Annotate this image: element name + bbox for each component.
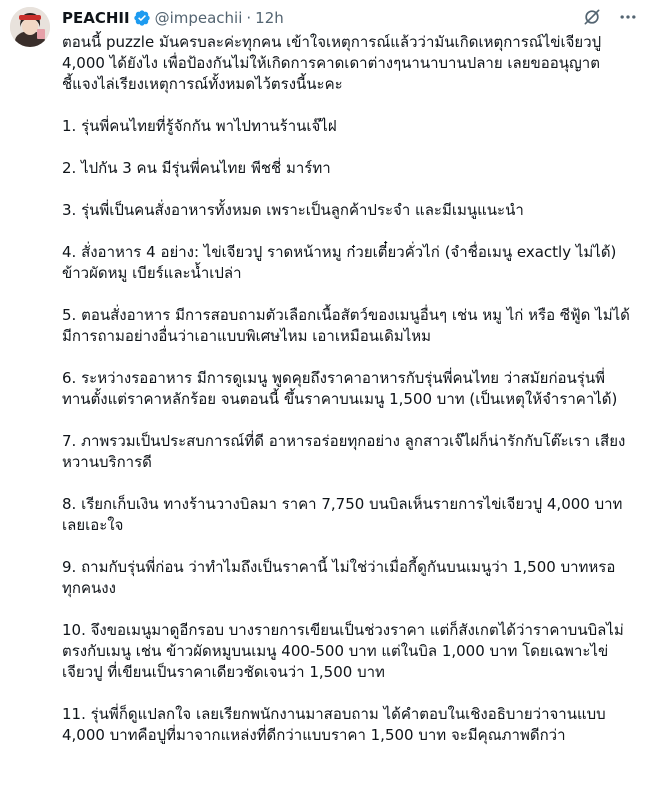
- author-name[interactable]: PEACHII: [62, 9, 130, 27]
- author-handle[interactable]: @impeachii: [154, 9, 243, 27]
- tweet-actions: [581, 6, 639, 28]
- more-horizontal-icon: [618, 7, 638, 27]
- tweet-text: [62, 32, 632, 767]
- tweet-paragraph-6: 6. ระหว่างรออาหาร มีการดูเมนู พูดคุยถึงราคาอาหารกับรุ่นพี่คนไทย ว่าสมัยก่อนรุ่นพี่ทานตั้งแต่ราคาหลักร้อย จนตอนนี้ ขึ้นราคาบนเมนู 1,500 บาท (เป็นเหตุให้จำราคาได้): [62, 369, 618, 408]
- tweet-paragraph-4: 4. สั่งอาหาร 4 อย่าง: ไข่เจียวปู ราดหน้าหมู ก๋วยเตี๋ยวคั่วไก่ (จำชื่อเมนู exactly ไม่ได้) ข้าวผัดหมู เบียร์และน้ำเปล่า: [62, 243, 617, 282]
- grok-button[interactable]: [581, 6, 603, 28]
- tweet-timestamp[interactable]: 12h: [255, 9, 284, 27]
- tweet-paragraph-9: 9. ถามกับรุ่นพี่ก่อน ว่าทำไมถึงเป็นราคานี้ ไม่ใช่ว่าเมื่อกี้ดูกันบนเมนูว่า 1,500 บาทหรอ ทุกคนงง: [62, 558, 616, 597]
- tweet-paragraph-7: 7. ภาพรวมเป็นประสบการณ์ที่ดี อาหารอร่อยทุกอย่าง ลูกสาวเจ๊ไฝก็น่ารักกับโต๊ะเรา เสียงหวานบริการดี: [62, 432, 626, 471]
- avatar-photo-icon: [10, 7, 50, 47]
- tweet-paragraph-11: 11. รุ่นพี่ก็ดูแปลกใจ เลยเรียกพนักงานมาสอบถาม ได้คำตอบในเชิงอธิบายว่าจานแบบ 4,000 บาทคือปูที่มาจากแหล่งที่ดีกว่าแบบราคา 1,500 บาท จะมีคุณภาพดีกว่า: [62, 705, 606, 744]
- more-button[interactable]: [617, 6, 639, 28]
- tweet-paragraph-2: 2. ไปกัน 3 คน มีรุ่นพี่คนไทย พีชชี่ มาร์ทา: [62, 159, 331, 177]
- tweet-header: [62, 8, 284, 28]
- verified-badge-icon: [133, 9, 151, 27]
- tweet-paragraph-5: 5. ตอนสั่งอาหาร มีการสอบถามตัวเลือกเนื้อสัตว์ของเมนูอื่นๆ เช่น หมู ไก่ หรือ ซีฟู้ด ไม่ได้มีการถามอย่างอื่นว่าเอาแบบพิเศษไหม เอาเหมือนเดิมไหม: [62, 306, 630, 345]
- slashed-circle-icon: [582, 7, 602, 27]
- tweet-paragraph-8: 8. เรียกเก็บเงิน ทางร้านวางบิลมา ราคา 7,750 บนบิลเห็นรายการไข่เจียวปู 4,000 บาท เลยเอะใจ: [62, 495, 623, 534]
- tweet-paragraph-1: 1. รุ่นพี่คนไทยที่รู้จักกัน พาไปทานร้านเจ๊ไฝ: [62, 117, 337, 135]
- tweet-paragraph-3: 3. รุ่นพี่เป็นคนสั่งอาหารทั้งหมด เพราะเป็นลูกค้าประจำ และมีเมนูแนะนำ: [62, 201, 524, 219]
- avatar[interactable]: [10, 7, 50, 47]
- tweet-paragraph-10: 10. จึงขอเมนูมาดูอีกรอบ บางรายการเขียนเป็นช่วงราคา แต่ก็สังเกตได้ว่าราคาบนบิลไม่ตรงกับเมนู เช่น ข้าวผัดหมูบนเมนู 400-500 บาท แต่ในบิล 1,000 บาท โดยเฉพาะไข่เจียวปู ที่เขียนเป็นราคาเดียวชัดเจนว่า 1,500 บาท: [62, 621, 624, 681]
- tweet-paragraph-intro: ตอนนี้ puzzle มันครบละค่ะทุกคน เข้าใจเหตุการณ์แล้วว่ามันเกิดเหตุการณ์ไข่เจียวปู 4,000 ได้ยังไง เพื่อป้องกันไม่ให้เกิดการคาดเดาต่างๆนานาบานปลาย เลยขออนุญาตชี้แจงไล่เรียงเหตุการณ์ทั้งหมดไว้ตรงนี้นะคะ: [62, 33, 602, 93]
- separator-dot: ·: [246, 9, 252, 27]
